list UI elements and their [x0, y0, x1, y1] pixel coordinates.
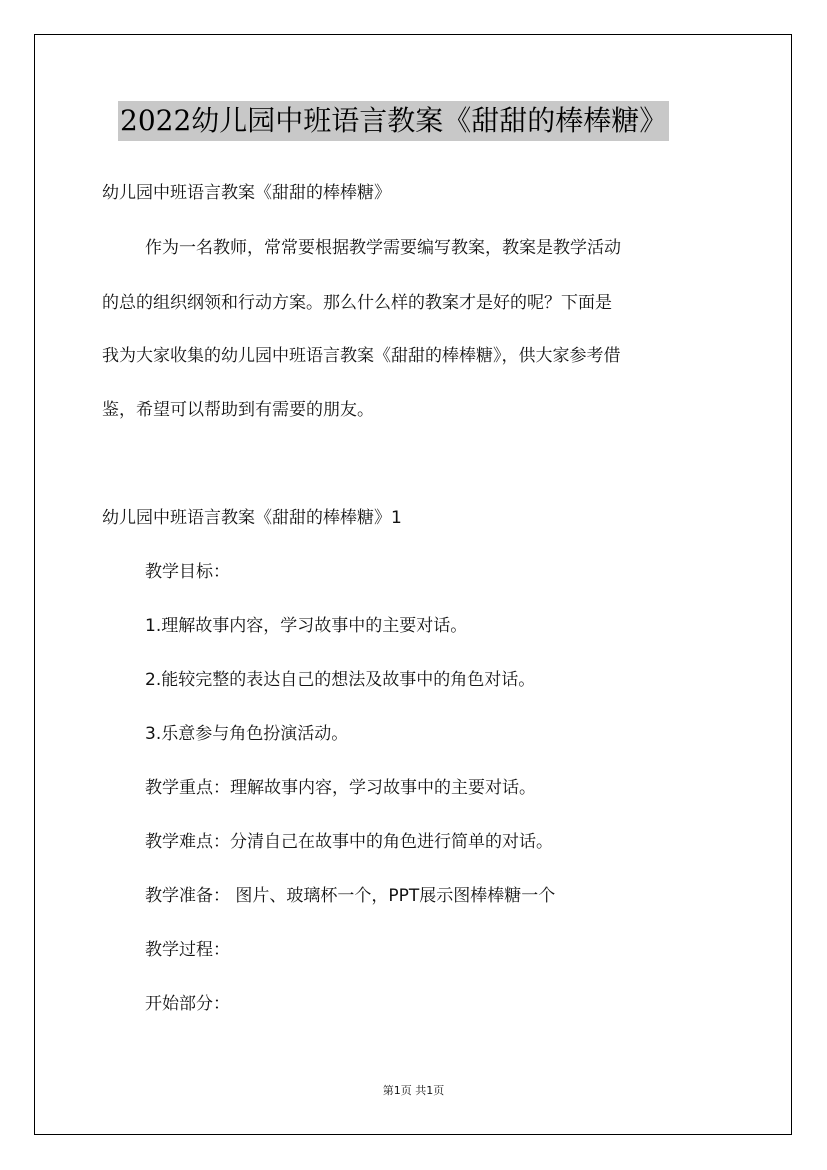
- body-line-1: 教学目标：: [145, 562, 230, 582]
- document-title: 2022幼儿园中班语言教案《甜甜的棒棒糖》: [118, 101, 669, 141]
- body-line-3: 2.能较完整的表达自己的想法及故事中的角色对话。: [145, 670, 536, 690]
- body-line-9: 开始部分：: [145, 994, 230, 1014]
- document-subtitle: 幼儿园中班语言教案《甜甜的棒棒糖》: [102, 183, 391, 203]
- page-footer: 第1页 共1页: [382, 1084, 445, 1097]
- body-line-6: 教学难点：分清自己在故事中的角色进行简单的对话。: [145, 832, 553, 852]
- section-heading: 幼儿园中班语言教案《甜甜的棒棒糖》1: [102, 508, 402, 528]
- body-line-7: 教学准备： 图片、玻璃杯一个，PPT展示图棒棒糖一个: [145, 886, 556, 906]
- body-line-4: 3.乐意参与角色扮演活动。: [145, 724, 349, 744]
- body-line-2: 1.理解故事内容，学习故事中的主要对话。: [145, 616, 468, 636]
- intro-line-4: 鉴，希望可以帮助到有需要的朋友。: [102, 400, 374, 420]
- intro-line-1: 作为一名教师，常常要根据教学需要编写教案，教案是教学活动: [145, 238, 621, 258]
- body-line-8: 教学过程：: [145, 940, 230, 960]
- intro-line-2: 的总的组织纲领和行动方案。那么什么样的教案才是好的呢？下面是: [102, 293, 612, 313]
- body-line-5: 教学重点：理解故事内容，学习故事中的主要对话。: [145, 778, 536, 798]
- intro-line-3: 我为大家收集的幼儿园中班语言教案《甜甜的棒棒糖》，供大家参考借: [102, 346, 621, 366]
